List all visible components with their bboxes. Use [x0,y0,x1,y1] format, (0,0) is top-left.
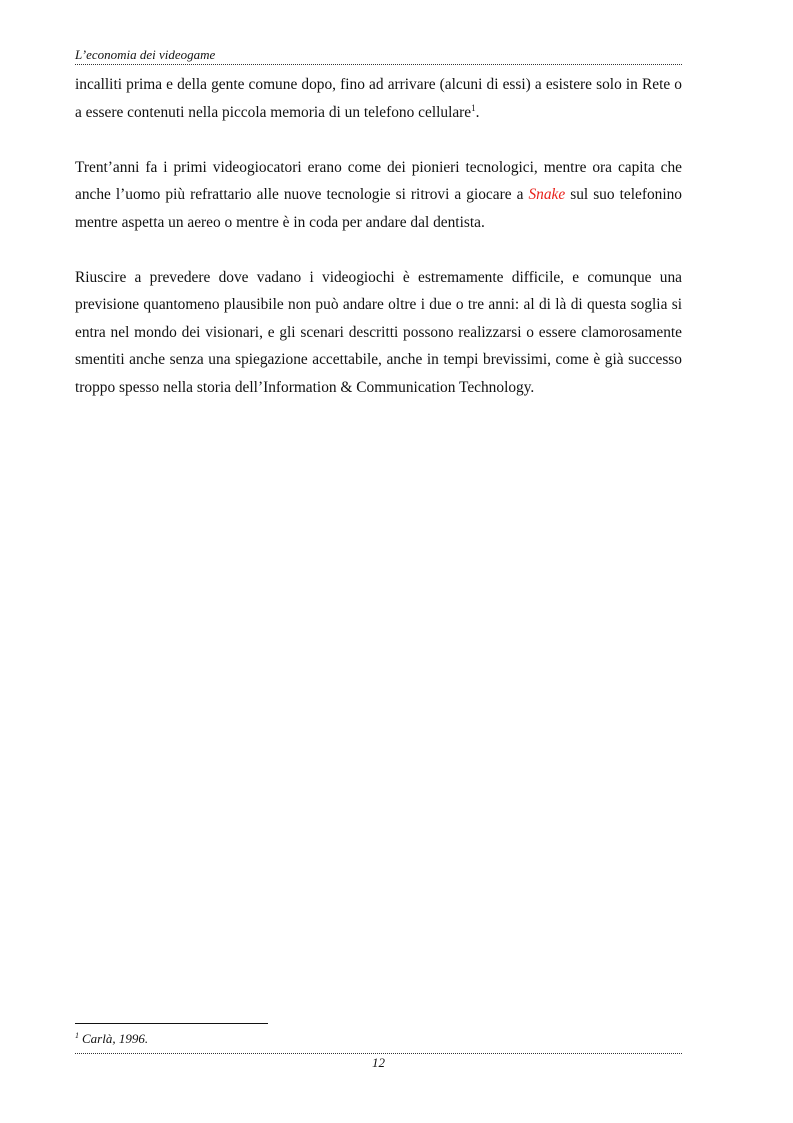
page-number: 12 [372,1055,385,1070]
paragraph-1-text: incalliti prima e della gente comune dopo, fino ad arrivare (alcuni di essi) a esistere solo in Rete o a essere contenuti nella piccola memoria di un telefono cellulare [75,76,682,121]
running-header: L’economia dei videogame [75,47,216,62]
paragraph-2 [75,154,682,237]
footnote-text: Carlà, 1996. [82,1031,149,1046]
header-divider [75,64,682,65]
paragraph-1 [75,71,682,126]
paragraph-2-text-start: Trent’anni fa i primi videogiocatori erano come dei pionieri tecnologici, mentre ora capita che anche l’uomo più refrattario alle nuove tecnologie si ritrovi a giocare a [75,158,682,203]
paragraph-2-text-end: sul suo telefonino mentre aspetta un aereo o mentre è in coda per andare dal dentista. [75,186,682,231]
document-body [75,71,682,429]
paragraph-1-end: . [475,103,480,121]
footnote-number: 1 [75,1031,79,1040]
footnote-divider [75,1023,268,1024]
snake-game-title: Snake [528,186,566,203]
footnote-reference[interactable]: 1 [471,102,476,113]
paragraph-3: Riuscire a prevedere dove vadano i videogiochi è estremamente difficile, e comunque una previsione quantomeno plausibile non può andare oltre i due o tre anni: al di là di questa soglia si entra nel mondo dei visionari, e gli scenari descritti possono realizzarsi o essere clamorosamente smentiti anche senza una spiegazione accettabile, anche in tempi brevissimi, come è già successo troppo spesso nella storia dell’Information & Communication Technology. [75,268,682,396]
footnote [75,1031,148,1047]
footer-divider [75,1053,682,1054]
